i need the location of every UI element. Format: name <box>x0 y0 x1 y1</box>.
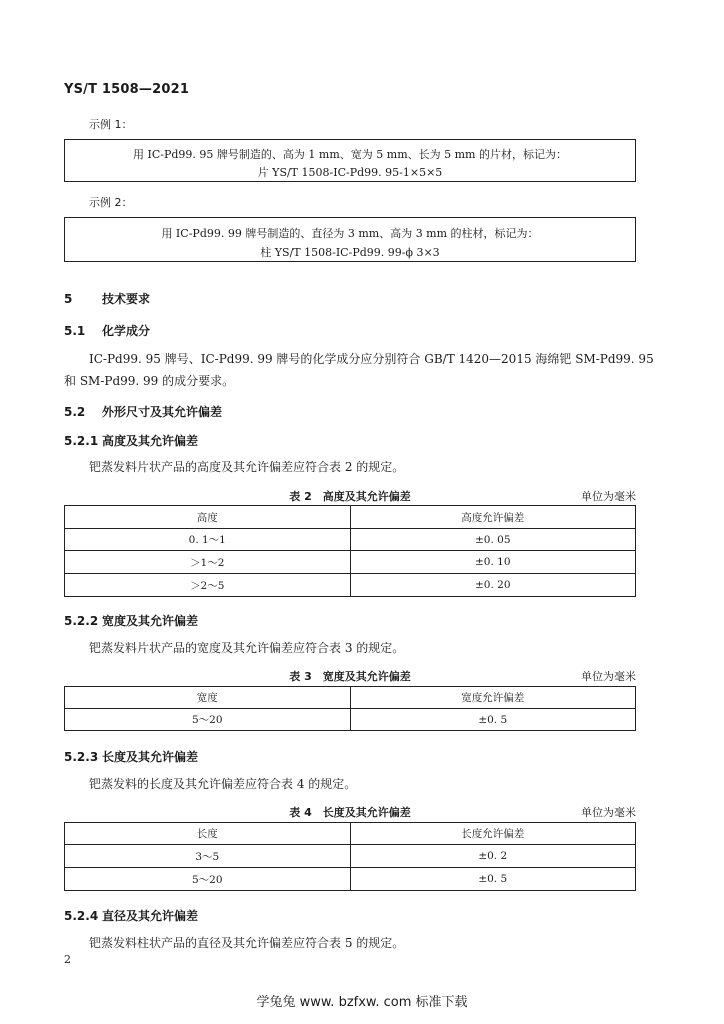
section-5-1-heading <box>64 322 150 339</box>
table-cell: ±0. 5 <box>350 709 636 731</box>
section-5-title: 技术要求 <box>102 292 151 306</box>
section-5-2-number: 5.2 <box>64 405 86 419</box>
table-row <box>65 709 636 731</box>
section-5-number: 5 <box>64 292 73 306</box>
table-cell: ±0. 10 <box>350 551 636 574</box>
table-3-header-width: 宽度 <box>65 687 351 709</box>
table-cell: 0. 1～1 <box>65 529 351 551</box>
section-5-1-para-line-1: IC-Pd99. 95 牌号、IC-Pd99. 99 牌号的化学成分应分别符合 GB/T 1420—2015 海绵钯 SM-Pd99. 95 <box>89 352 654 366</box>
table-row <box>65 687 636 709</box>
table-2-caption: 表 2 高度及其允许偏差 <box>289 490 411 503</box>
table-4-unit: 单位为毫米 <box>581 806 636 819</box>
table-row <box>65 574 636 597</box>
table-cell: 5～20 <box>65 868 351 891</box>
table-4-caption: 表 4 长度及其允许偏差 <box>289 806 411 819</box>
section-5-2-3-heading <box>64 748 198 765</box>
section-5-2-title: 外形尺寸及其允许偏差 <box>102 405 223 419</box>
section-5-2-3-para: 钯蒸发料的长度及其允许偏差应符合表 4 的规定。 <box>89 777 357 791</box>
section-5-2-2-number: 5.2.2 <box>64 614 99 628</box>
table-3-unit: 单位为毫米 <box>581 670 636 683</box>
table-row <box>65 551 636 574</box>
table-row <box>65 868 636 891</box>
section-5-2-1-heading <box>64 432 198 449</box>
example-2-line-1: 用 IC-Pd99. 99 牌号制造的、直径为 3 mm、高为 3 mm 的柱材，标记为： <box>161 227 539 240</box>
standard-code-header: YS/T 1508—2021 <box>64 82 190 97</box>
table-4 <box>64 822 636 891</box>
section-5-2-1-title: 高度及其允许偏差 <box>102 434 199 448</box>
section-5-1-title: 化学成分 <box>102 324 151 338</box>
example-2-line-2: 柱 YS/T 1508-IC-Pd99. 99-ϕ 3×3 <box>260 246 440 259</box>
section-5-1-number: 5.1 <box>64 324 86 338</box>
section-5-2-2-heading <box>64 612 198 629</box>
table-row <box>65 506 636 529</box>
example-1-box <box>64 139 636 182</box>
table-row <box>65 823 636 845</box>
table-3 <box>64 686 636 731</box>
example-1-line-2: 片 YS/T 1508-IC-Pd99. 95-1×5×5 <box>257 166 443 179</box>
example-1-label: 示例 1： <box>89 118 133 131</box>
example-2-label: 示例 2： <box>89 196 133 209</box>
table-cell: ±0. 5 <box>350 868 636 891</box>
table-cell: ±0. 05 <box>350 529 636 551</box>
section-5-1-para-line-2: 和 SM-Pd99. 99 的成分要求。 <box>64 374 235 388</box>
table-cell: 3～5 <box>65 845 351 868</box>
section-5-2-2-para: 钯蒸发料片状产品的宽度及其允许偏差应符合表 3 的规定。 <box>89 641 405 655</box>
table-2-header-tolerance: 高度允许偏差 <box>350 506 636 529</box>
section-5-2-4-para: 钯蒸发料柱状产品的直径及其允许偏差应符合表 5 的规定。 <box>89 936 405 950</box>
table-2 <box>64 505 636 597</box>
table-cell: 5～20 <box>65 709 351 731</box>
footer-watermark-link[interactable]: 学兔兔 www. bzfxw. com 标准下载 <box>256 995 468 1010</box>
section-5-2-4-title: 直径及其允许偏差 <box>102 909 199 923</box>
section-5-2-2-title: 宽度及其允许偏差 <box>102 614 199 628</box>
example-2-box <box>64 217 636 262</box>
table-cell: ＞1～2 <box>65 551 351 574</box>
section-5-2-1-number: 5.2.1 <box>64 434 99 448</box>
table-3-header-tolerance: 宽度允许偏差 <box>350 687 636 709</box>
table-row <box>65 529 636 551</box>
section-5-heading <box>64 290 150 307</box>
table-2-header-height: 高度 <box>65 506 351 529</box>
page-number: 2 <box>64 953 71 966</box>
table-4-header-tolerance: 长度允许偏差 <box>350 823 636 845</box>
table-row <box>65 845 636 868</box>
section-5-2-3-number: 5.2.3 <box>64 750 99 764</box>
section-5-2-heading <box>64 403 222 420</box>
table-cell: ±0. 20 <box>350 574 636 597</box>
table-cell: ±0. 2 <box>350 845 636 868</box>
table-4-header-length: 长度 <box>65 823 351 845</box>
section-5-2-4-number: 5.2.4 <box>64 909 99 923</box>
section-5-2-1-para: 钯蒸发料片状产品的高度及其允许偏差应符合表 2 的规定。 <box>89 460 405 474</box>
table-cell: ＞2～5 <box>65 574 351 597</box>
table-3-caption: 表 3 宽度及其允许偏差 <box>289 670 411 683</box>
section-5-2-3-title: 长度及其允许偏差 <box>102 750 199 764</box>
section-5-2-4-heading <box>64 907 198 924</box>
table-2-unit: 单位为毫米 <box>581 490 636 503</box>
example-1-line-1: 用 IC-Pd99. 95 牌号制造的、高为 1 mm、宽为 5 mm、长为 5 mm 的片材，标记为： <box>133 148 567 161</box>
